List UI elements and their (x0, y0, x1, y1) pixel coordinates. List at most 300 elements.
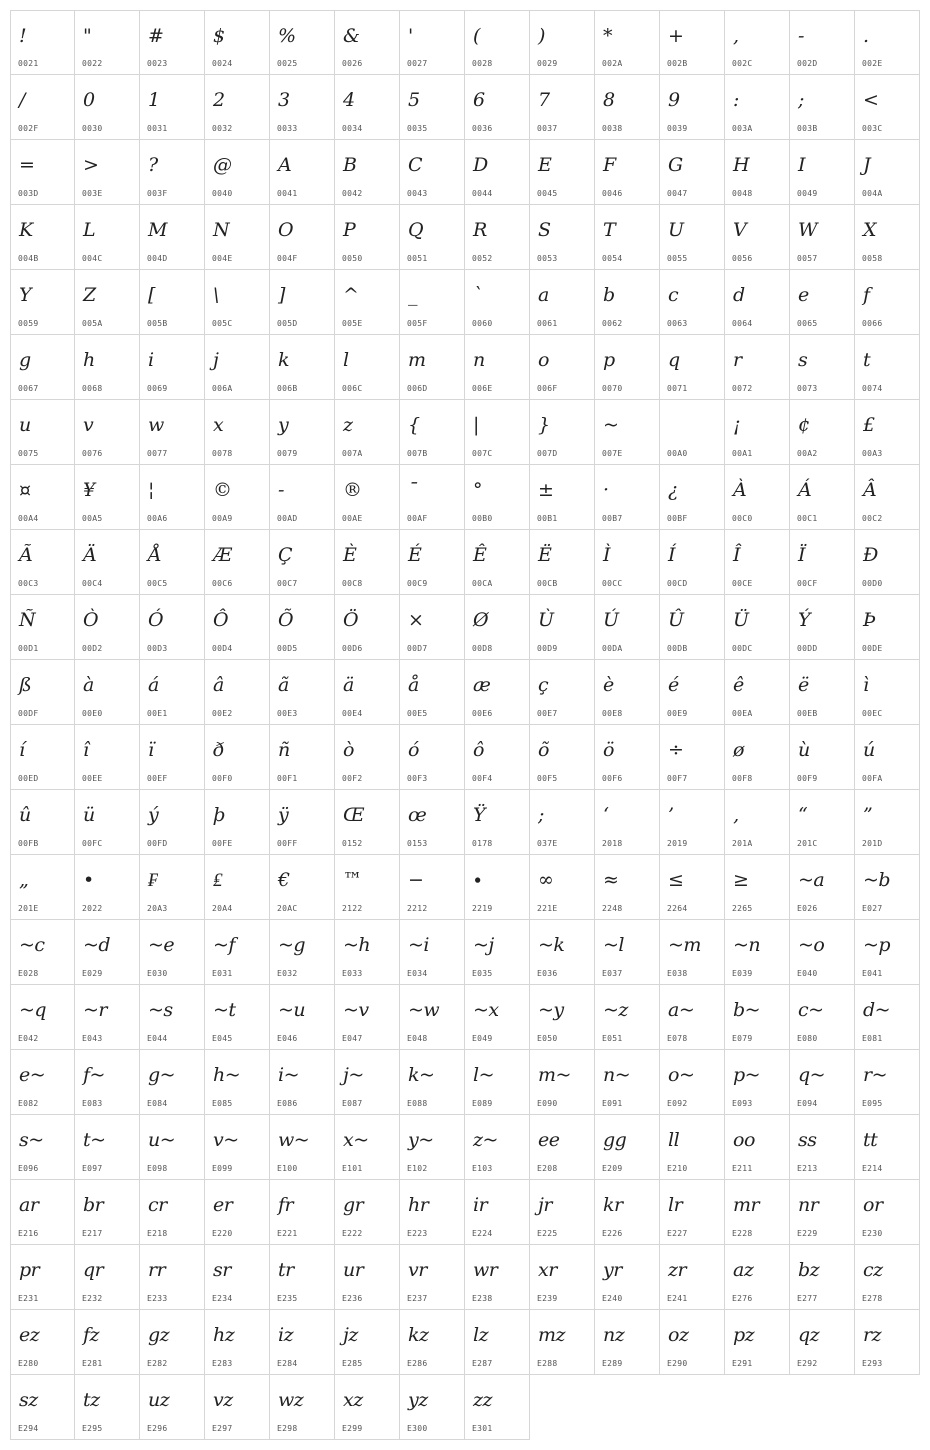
glyph-sample: Â (863, 479, 877, 501)
glyph-sample: rr (148, 1259, 166, 1281)
glyph-codepoint: E050 (537, 1034, 558, 1043)
glyph-cell (335, 75, 400, 140)
glyph-codepoint: 00EF (147, 774, 168, 783)
glyph-sample: ( (473, 25, 480, 47)
glyph-cell (530, 595, 595, 660)
glyph-cell (400, 595, 465, 660)
glyph-codepoint: 0076 (82, 449, 103, 458)
glyph-sample: o~ (668, 1064, 695, 1086)
glyph-sample: ã (278, 674, 289, 696)
glyph-codepoint: 0035 (407, 124, 428, 133)
glyph-codepoint: 20AC (277, 904, 298, 913)
glyph-sample: vz (213, 1389, 233, 1411)
glyph-sample: Ú (603, 609, 619, 631)
glyph-sample: g~ (148, 1064, 176, 1086)
glyph-cell (205, 790, 270, 855)
glyph-cell (790, 595, 855, 660)
glyph-cell (335, 855, 400, 920)
glyph-sample: ë (798, 674, 809, 696)
glyph-sample: × (408, 609, 424, 631)
glyph-cell (10, 10, 75, 75)
glyph-cell (205, 530, 270, 595)
glyph-cell (530, 1180, 595, 1245)
glyph-sample: ñ (278, 739, 290, 761)
glyph-cell (75, 140, 140, 205)
glyph-cell (75, 205, 140, 270)
glyph-cell (790, 10, 855, 75)
glyph-cell (465, 465, 530, 530)
glyph-cell (335, 465, 400, 530)
glyph-sample: å (408, 674, 419, 696)
glyph-codepoint: E208 (537, 1164, 558, 1173)
glyph-sample: ” (863, 804, 873, 826)
glyph-codepoint: 20A4 (212, 904, 233, 913)
glyph-codepoint: 004F (277, 254, 298, 263)
glyph-codepoint: 00C1 (797, 514, 818, 523)
glyph-cell (10, 595, 75, 660)
glyph-sample: ý (148, 804, 159, 826)
glyph-cell (270, 1245, 335, 1310)
glyph-cell (335, 205, 400, 270)
glyph-codepoint: 0152 (342, 839, 363, 848)
glyph-sample: S (538, 219, 551, 241)
glyph-cell (270, 985, 335, 1050)
glyph-sample: br (83, 1194, 104, 1216)
glyph-codepoint: E297 (212, 1424, 233, 1433)
glyph-codepoint: E044 (147, 1034, 168, 1043)
glyph-cell (725, 660, 790, 725)
glyph-cell (270, 920, 335, 985)
glyph-codepoint: E227 (667, 1229, 688, 1238)
glyph-codepoint: 003A (732, 124, 753, 133)
glyph-sample: ‚ (733, 804, 739, 826)
glyph-cell (75, 660, 140, 725)
glyph-codepoint: E046 (277, 1034, 298, 1043)
glyph-codepoint: 002A (602, 59, 623, 68)
glyph-codepoint: E291 (732, 1359, 753, 1368)
glyph-codepoint: E049 (472, 1034, 493, 1043)
glyph-codepoint: 002B (667, 59, 688, 68)
glyph-sample: ± (538, 479, 554, 501)
glyph-sample: \ (213, 284, 219, 306)
glyph-cell (335, 400, 400, 465)
glyph-cell (660, 400, 725, 465)
glyph-codepoint: 004A (862, 189, 883, 198)
glyph-cell (595, 1180, 660, 1245)
glyph-cell (855, 270, 920, 335)
glyph-sample: ß (19, 674, 32, 696)
glyph-cell (10, 790, 75, 855)
glyph-codepoint: 00C6 (212, 579, 233, 588)
glyph-codepoint: E034 (407, 969, 428, 978)
glyph-cell (790, 205, 855, 270)
glyph-sample: = (19, 154, 35, 176)
glyph-cell (660, 465, 725, 530)
glyph-sample: : (733, 89, 739, 111)
glyph-sample: ~m (668, 934, 701, 956)
glyph-cell (855, 1245, 920, 1310)
glyph-codepoint: 0043 (407, 189, 428, 198)
glyph-sample: z~ (473, 1129, 498, 1151)
glyph-cell (465, 205, 530, 270)
glyph-sample: h~ (213, 1064, 241, 1086)
glyph-sample: xz (343, 1389, 363, 1411)
glyph-sample: Ã (19, 544, 33, 566)
glyph-codepoint: 0060 (472, 319, 493, 328)
glyph-codepoint: 0057 (797, 254, 818, 263)
glyph-codepoint: 00F8 (732, 774, 753, 783)
glyph-codepoint: E276 (732, 1294, 753, 1303)
glyph-sample: zz (473, 1389, 493, 1411)
glyph-codepoint: 00F7 (667, 774, 688, 783)
glyph-sample: ll (668, 1129, 680, 1151)
glyph-sample: 7 (538, 89, 550, 111)
glyph-sample: f (863, 284, 870, 306)
glyph-cell (725, 1180, 790, 1245)
glyph-codepoint: 006E (472, 384, 493, 393)
glyph-cell (205, 465, 270, 530)
glyph-cell (790, 1050, 855, 1115)
glyph-codepoint: 00EA (732, 709, 753, 718)
glyph-cell (205, 1310, 270, 1375)
glyph-cell (530, 205, 595, 270)
glyph-cell (790, 660, 855, 725)
glyph-codepoint: 00F2 (342, 774, 363, 783)
glyph-cell (855, 465, 920, 530)
glyph-cell (400, 205, 465, 270)
glyph-codepoint: 0032 (212, 124, 233, 133)
glyph-codepoint: E210 (667, 1164, 688, 1173)
glyph-sample: t (863, 349, 871, 371)
glyph-cell (400, 1115, 465, 1180)
glyph-sample: œ (408, 804, 427, 826)
glyph-cell (530, 985, 595, 1050)
glyph-sample: jz (343, 1324, 358, 1346)
glyph-sample: ê (733, 674, 744, 696)
glyph-sample: x~ (343, 1129, 369, 1151)
glyph-sample: 4 (343, 89, 355, 111)
glyph-cell (270, 1375, 335, 1440)
glyph-codepoint: 0033 (277, 124, 298, 133)
glyph-cell (270, 140, 335, 205)
glyph-codepoint: 0068 (82, 384, 103, 393)
glyph-cell (465, 1050, 530, 1115)
glyph-sample: ss (798, 1129, 817, 1151)
glyph-codepoint: 2219 (472, 904, 493, 913)
glyph-cell (400, 10, 465, 75)
glyph-sample: M (148, 219, 167, 241)
glyph-sample: oo (733, 1129, 755, 1151)
glyph-cell (140, 1375, 205, 1440)
glyph-codepoint: E085 (212, 1099, 233, 1108)
glyph-cell (10, 725, 75, 790)
glyph-cell (10, 855, 75, 920)
glyph-codepoint: 00C3 (18, 579, 39, 588)
glyph-sample: oz (668, 1324, 689, 1346)
glyph-sample: m~ (538, 1064, 571, 1086)
glyph-cell (75, 400, 140, 465)
glyph-cell (205, 205, 270, 270)
glyph-codepoint: 00D4 (212, 644, 233, 653)
glyph-codepoint: 00B1 (537, 514, 558, 523)
glyph-sample: “ (798, 804, 808, 826)
glyph-cell (465, 10, 530, 75)
glyph-sample: U (668, 219, 684, 241)
glyph-sample: qz (798, 1324, 820, 1346)
glyph-cell (205, 270, 270, 335)
glyph-cell (400, 140, 465, 205)
glyph-sample: e~ (19, 1064, 46, 1086)
glyph-cell (205, 400, 270, 465)
glyph-sample: + (668, 25, 684, 47)
glyph-codepoint: E238 (472, 1294, 493, 1303)
glyph-codepoint: 00BF (667, 514, 688, 523)
glyph-cell (270, 1115, 335, 1180)
glyph-codepoint: E224 (472, 1229, 493, 1238)
glyph-codepoint: 00C4 (82, 579, 103, 588)
glyph-sample: k~ (408, 1064, 435, 1086)
glyph-sample: p~ (733, 1064, 761, 1086)
glyph-codepoint: 00DA (602, 644, 623, 653)
glyph-sample: Z (83, 284, 96, 306)
glyph-codepoint: E029 (82, 969, 103, 978)
glyph-cell (725, 140, 790, 205)
glyph-codepoint: 00D3 (147, 644, 168, 653)
glyph-cell (725, 985, 790, 1050)
glyph-sample: ¦ (148, 479, 154, 501)
glyph-codepoint: 0062 (602, 319, 623, 328)
glyph-sample: m (408, 349, 426, 371)
glyph-codepoint: 00C8 (342, 579, 363, 588)
glyph-codepoint: 0063 (667, 319, 688, 328)
glyph-codepoint: E088 (407, 1099, 428, 1108)
glyph-cell (465, 400, 530, 465)
glyph-codepoint: E093 (732, 1099, 753, 1108)
glyph-sample: ~f (213, 934, 235, 956)
glyph-cell (725, 725, 790, 790)
glyph-sample: r (733, 349, 742, 371)
glyph-codepoint: 0042 (342, 189, 363, 198)
glyph-cell (790, 790, 855, 855)
glyph-sample: Ì (603, 544, 611, 566)
glyph-codepoint: 0074 (862, 384, 883, 393)
glyph-codepoint: E222 (342, 1229, 363, 1238)
glyph-codepoint: E237 (407, 1294, 428, 1303)
glyph-codepoint: 00D2 (82, 644, 103, 653)
glyph-codepoint: 00A2 (797, 449, 818, 458)
glyph-sample: Ü (733, 609, 749, 631)
glyph-codepoint: 00F0 (212, 774, 233, 783)
glyph-sample: ~g (278, 934, 306, 956)
glyph-codepoint: E281 (82, 1359, 103, 1368)
glyph-sample: 1 (148, 89, 160, 111)
glyph-codepoint: 0030 (82, 124, 103, 133)
glyph-sample: ~s (148, 999, 173, 1021)
glyph-cell (465, 920, 530, 985)
glyph-cell (465, 1375, 530, 1440)
glyph-codepoint: E031 (212, 969, 233, 978)
glyph-codepoint: 0072 (732, 384, 753, 393)
glyph-codepoint: 0036 (472, 124, 493, 133)
glyph-sample: ~b (863, 869, 891, 891)
glyph-cell (855, 140, 920, 205)
glyph-sample: lz (473, 1324, 489, 1346)
glyph-cell (465, 1180, 530, 1245)
glyph-cell (530, 1310, 595, 1375)
glyph-sample: T (603, 219, 616, 241)
glyph-codepoint: E099 (212, 1164, 233, 1173)
glyph-sample: - (798, 25, 804, 47)
glyph-cell (530, 270, 595, 335)
glyph-sample: ø (733, 739, 744, 761)
glyph-sample: N (213, 219, 230, 241)
glyph-cell (530, 335, 595, 400)
glyph-cell (725, 1115, 790, 1180)
glyph-cell (790, 855, 855, 920)
glyph-sample: ÿ (278, 804, 289, 826)
glyph-sample: ¡ (733, 414, 741, 436)
glyph-sample: qr (83, 1259, 104, 1281)
glyph-cell (205, 335, 270, 400)
glyph-sample: Û (668, 609, 684, 631)
glyph-cell (400, 855, 465, 920)
glyph-cell (205, 920, 270, 985)
glyph-cell (595, 140, 660, 205)
glyph-sample: Æ (213, 544, 232, 566)
glyph-sample: h (83, 349, 95, 371)
glyph-cell (10, 465, 75, 530)
glyph-sample: y~ (408, 1129, 434, 1151)
glyph-codepoint: 0049 (797, 189, 818, 198)
glyph-cell (790, 1310, 855, 1375)
glyph-sample: 8 (603, 89, 615, 111)
glyph-cell (595, 660, 660, 725)
glyph-cell (790, 920, 855, 985)
glyph-sample: i~ (278, 1064, 299, 1086)
glyph-cell (725, 920, 790, 985)
glyph-sample: A (278, 154, 292, 176)
glyph-cell (790, 985, 855, 1050)
glyph-cell (400, 1375, 465, 1440)
glyph-codepoint: 007B (407, 449, 428, 458)
glyph-sample: ~t (213, 999, 236, 1021)
glyph-codepoint: E039 (732, 969, 753, 978)
glyph-codepoint: 00E7 (537, 709, 558, 718)
glyph-sample: ' (408, 25, 413, 47)
glyph-codepoint: E038 (667, 969, 688, 978)
glyph-cell (140, 1245, 205, 1310)
glyph-sample: ó (408, 739, 419, 761)
glyph-cell (660, 790, 725, 855)
glyph-sample: 5 (408, 89, 420, 111)
glyph-codepoint: 00A6 (147, 514, 168, 523)
glyph-cell (335, 10, 400, 75)
glyph-cell (595, 920, 660, 985)
glyph-sample: y (278, 414, 289, 436)
glyph-sample: ir (473, 1194, 488, 1216)
glyph-codepoint: E092 (667, 1099, 688, 1108)
glyph-codepoint: E040 (797, 969, 818, 978)
glyph-cell (335, 1180, 400, 1245)
glyph-sample: c (668, 284, 679, 306)
glyph-sample: gg (603, 1129, 627, 1151)
glyph-sample: a (538, 284, 549, 306)
glyph-codepoint: 00CF (797, 579, 818, 588)
glyph-codepoint: 0052 (472, 254, 493, 263)
glyph-sample: wz (278, 1389, 304, 1411)
glyph-cell (75, 855, 140, 920)
glyph-cell (205, 595, 270, 660)
glyph-cell (530, 400, 595, 465)
glyph-cell (75, 270, 140, 335)
glyph-codepoint: E284 (277, 1359, 298, 1368)
glyph-codepoint: E286 (407, 1359, 428, 1368)
glyph-cell (335, 1115, 400, 1180)
glyph-sample: ^ (343, 284, 359, 306)
glyph-cell (855, 400, 920, 465)
glyph-cell (270, 660, 335, 725)
glyph-cell (725, 790, 790, 855)
glyph-sample: ~k (538, 934, 565, 956)
glyph-sample: pr (19, 1259, 40, 1281)
glyph-sample: t~ (83, 1129, 106, 1151)
glyph-codepoint: 0044 (472, 189, 493, 198)
glyph-sample: B (343, 154, 357, 176)
glyph-cell (335, 1310, 400, 1375)
glyph-sample: Å (148, 544, 162, 566)
glyph-cell (855, 985, 920, 1050)
glyph-cell (465, 985, 530, 1050)
glyph-sample: w (148, 414, 164, 436)
glyph-cell (465, 140, 530, 205)
glyph-sample: î (83, 739, 89, 761)
glyph-codepoint: E240 (602, 1294, 623, 1303)
glyph-codepoint: E290 (667, 1359, 688, 1368)
glyph-cell (140, 205, 205, 270)
glyph-sample: ~d (83, 934, 111, 956)
glyph-sample: € (278, 869, 290, 891)
glyph-sample: hz (213, 1324, 235, 1346)
glyph-sample: ) (538, 25, 545, 47)
glyph-codepoint: 00E3 (277, 709, 298, 718)
glyph-sample: È (343, 544, 357, 566)
glyph-cell (75, 595, 140, 660)
glyph-sample: ÷ (668, 739, 684, 761)
glyph-cell (140, 270, 205, 335)
glyph-codepoint: E033 (342, 969, 363, 978)
glyph-cell (400, 1050, 465, 1115)
glyph-codepoint: 0031 (147, 124, 168, 133)
glyph-codepoint: 00CB (537, 579, 558, 588)
glyph-cell (10, 1180, 75, 1245)
glyph-codepoint: E097 (82, 1164, 103, 1173)
glyph-codepoint: E035 (472, 969, 493, 978)
glyph-codepoint: 00AD (277, 514, 298, 523)
glyph-cell (595, 400, 660, 465)
glyph-cell (140, 530, 205, 595)
glyph-cell (400, 920, 465, 985)
glyph-cell (270, 400, 335, 465)
glyph-cell (270, 10, 335, 75)
glyph-sample: mr (733, 1194, 760, 1216)
glyph-codepoint: 00DD (797, 644, 818, 653)
glyph-sample: ¢ (798, 414, 810, 436)
glyph-cell (530, 725, 595, 790)
glyph-sample: L (83, 219, 96, 241)
glyph-sample: ar (19, 1194, 39, 1216)
glyph-codepoint: 00C9 (407, 579, 428, 588)
glyph-cell (400, 270, 465, 335)
